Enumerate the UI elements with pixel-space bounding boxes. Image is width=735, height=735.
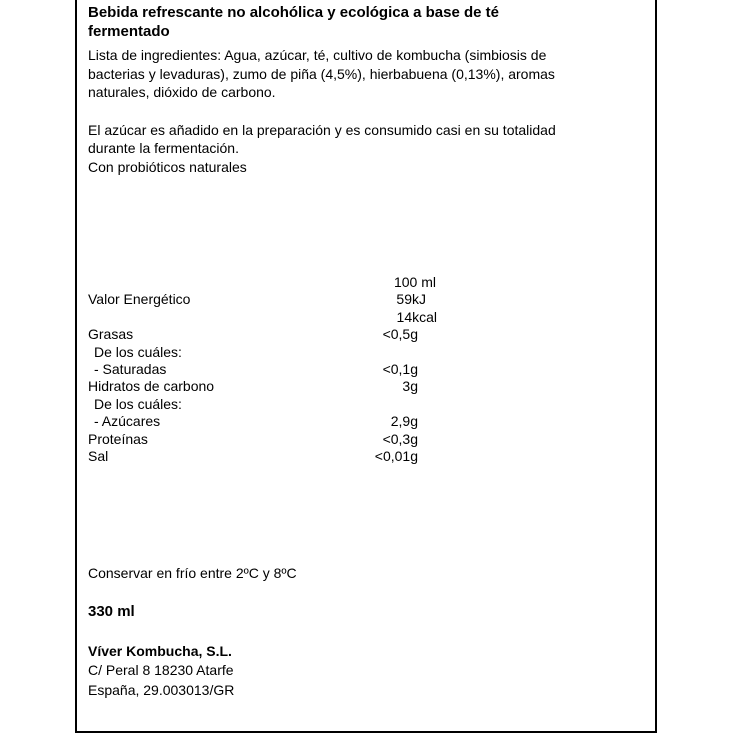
nutrition-row-value: 14kcal bbox=[396, 309, 437, 325]
product-title-line-1: Bebida refrescante no alcohólica y ecológica a base de té bbox=[88, 4, 499, 21]
nutrition-row-label: Valor Energético bbox=[88, 291, 191, 307]
nutrition-row-value: <0,01g bbox=[374, 448, 418, 464]
sugar-note-line-2: durante la fermentación. bbox=[88, 140, 239, 156]
ingredients-line-2: bacterias y levaduras), zumo de piña (4,5%), hierbabuena (0,13%), aromas bbox=[88, 66, 555, 82]
nutrition-row-label: Proteínas bbox=[88, 431, 148, 447]
nutrition-row-label: Grasas bbox=[88, 326, 134, 342]
nutrition-row-value: <0,5g bbox=[382, 326, 418, 342]
nutrition-row-label: - Saturadas bbox=[94, 361, 167, 377]
nutrition-row-value: <0,1g bbox=[382, 361, 418, 377]
nutrition-row-label: - Azúcares bbox=[94, 413, 161, 429]
nutrition-row-value: 3g bbox=[402, 378, 418, 394]
nutrition-row-value: 59kJ bbox=[396, 291, 426, 307]
nutrition-row-label: De los cuáles: bbox=[94, 396, 182, 412]
nutrition-header: 100 ml bbox=[393, 274, 436, 290]
nutrition-row-label: De los cuáles: bbox=[94, 344, 182, 360]
nutrition-row-value: <0,3g bbox=[382, 431, 418, 447]
company-name: Víver Kombucha, S.L. bbox=[88, 643, 232, 659]
nutrition-row-label: Hidratos de carbono bbox=[88, 378, 215, 394]
sugar-note-line-1: El azúcar es añadido en la preparación y es consumido casi en su totalidad bbox=[88, 122, 556, 138]
company-registration: España, 29.003013/GR bbox=[88, 682, 235, 698]
storage-instructions: Conservar en frío entre 2ºC y 8ºC bbox=[88, 565, 297, 581]
probiotics-note: Con probióticos naturales bbox=[88, 159, 247, 175]
company-address: C/ Peral 8 18230 Atarfe bbox=[88, 662, 234, 678]
ingredients-line-1: Lista de ingredientes: Agua, azúcar, té, cultivo de kombucha (simbiosis de bbox=[88, 47, 547, 63]
ingredients-line-3: naturales, dióxido de carbono. bbox=[88, 84, 276, 100]
nutrition-row-value: 2,9g bbox=[390, 413, 418, 429]
nutrition-row-label: Sal bbox=[88, 448, 109, 464]
product-title-line-2: fermentado bbox=[88, 23, 170, 40]
net-volume: 330 ml bbox=[88, 603, 135, 620]
